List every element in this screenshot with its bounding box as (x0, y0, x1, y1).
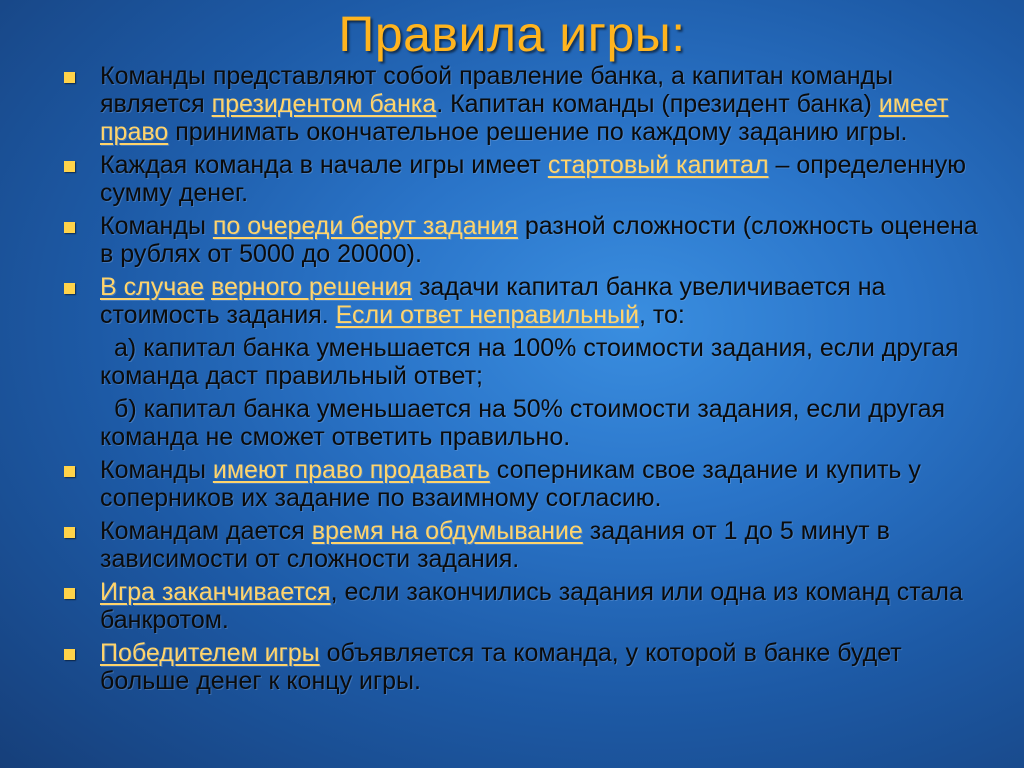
text-run: задачи капитал банка увеличивается на стоимость задания. (100, 273, 886, 329)
rules-list (62, 62, 982, 700)
rule-subitem (62, 334, 982, 390)
highlighted-term: Победителем игры (100, 639, 320, 667)
rule-item (62, 639, 982, 695)
subitem-text: б) капитал банка уменьшается на 50% стоимости задания, если другая команда не сможет ответить правильно. (100, 395, 946, 451)
highlighted-term: верного решения (211, 273, 413, 301)
text-run: , если закончились задания или одна из команд стала банкротом. (100, 578, 963, 634)
square-bullet-icon (64, 222, 75, 233)
highlighted-term: Игра заканчивается (100, 578, 331, 606)
highlighted-term: имеет право (100, 90, 949, 146)
square-bullet-icon (64, 161, 75, 172)
text-run: Команды представляют собой правление банка, а капитан команды является (100, 62, 894, 118)
text-run: Командам дается (100, 517, 312, 545)
rule-item (62, 273, 982, 329)
rule-item (62, 151, 982, 207)
text-run: Каждая команда в начале игры имеет (100, 151, 548, 179)
slide-title: Правила игры: (338, 6, 686, 62)
square-bullet-icon (64, 72, 75, 83)
text-run: , то: (638, 301, 685, 329)
subitem-text: а) капитал банка уменьшается на 100% стоимости задания, если другая команда даст правильный ответ; (100, 334, 959, 390)
rule-item (62, 212, 982, 268)
text-run: разной сложности (сложность оценена в рублях от 5000 до 20000). (100, 212, 978, 268)
highlighted-term: по очереди берут задания (212, 212, 518, 240)
square-bullet-icon (64, 527, 75, 538)
rule-item (62, 578, 982, 634)
rule-item (62, 517, 982, 573)
square-bullet-icon (64, 466, 75, 477)
text-run: Команды (100, 456, 213, 484)
highlighted-term: имеют право продавать (212, 456, 490, 484)
text-run: Команды (100, 212, 213, 240)
text-run (204, 273, 211, 301)
highlighted-term: Если ответ неправильный (335, 301, 639, 329)
text-run: объявляется та команда, у которой в банке будет больше денег к концу игры. (100, 639, 902, 695)
square-bullet-icon (64, 588, 75, 599)
rule-item (62, 62, 982, 146)
highlighted-term: время на обдумывание (311, 517, 583, 545)
square-bullet-icon (64, 283, 75, 294)
highlighted-term: президентом банка (211, 90, 437, 118)
rule-subitem (62, 395, 982, 451)
text-run: задания от 1 до 5 минут в зависимости от сложности задания. (100, 517, 890, 573)
highlighted-term: стартовый капитал (547, 151, 769, 179)
rule-item (62, 456, 982, 512)
highlighted-term: В случае (100, 273, 205, 301)
text-run: соперникам свое задание и купить у соперников их задание по взаимному согласию. (100, 456, 921, 512)
text-run: принимать окончательное решение по каждому заданию игры. (168, 118, 908, 146)
text-run: . Капитан команды (президент банка) (436, 90, 879, 118)
square-bullet-icon (64, 649, 75, 660)
text-run: – определенную сумму денег. (100, 151, 967, 207)
